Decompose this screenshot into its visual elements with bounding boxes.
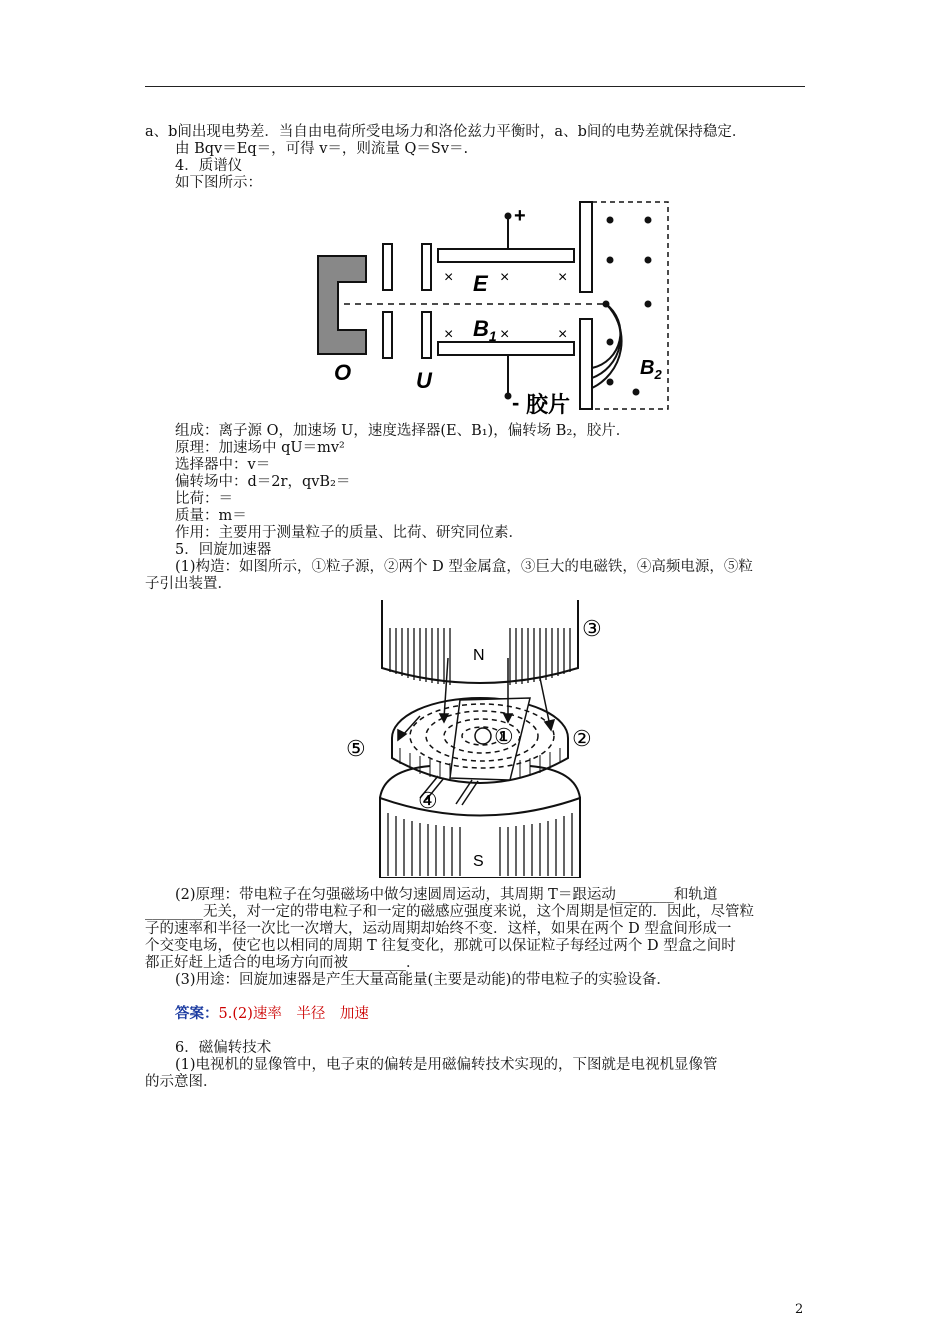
text-line: (1)电视机的显像管中，电子束的偏转是用磁偏转技术实现的，下图就是电视机显像管: [175, 1057, 718, 1073]
mass-spectrometer-figure: [300, 196, 680, 418]
page-number: 2: [795, 1302, 804, 1317]
text-line: 偏转场中：d＝2r，qvB₂＝: [175, 474, 351, 490]
text-line: 个交变电场，使它也以相同的周期 T 往复变化，那就可以保证粒子每经过两个 D 型盒之间时: [145, 938, 736, 954]
section-heading: 5．回旋加速器: [175, 542, 272, 558]
text-line: 由 Bqv＝Eq＝，可得 v＝，则流量 Q＝Sv＝.: [175, 141, 469, 157]
text-line: 子引出装置．: [145, 576, 232, 592]
text-line: 选择器中：v＝: [175, 457, 271, 473]
label-3: ③: [582, 616, 602, 641]
ion-source-shape: [318, 256, 366, 354]
text-line: 原理：加速场中 qU＝mv²: [175, 440, 345, 456]
text-line: 的示意图．: [145, 1074, 218, 1090]
header-rule: [145, 86, 805, 87]
cross-mark: ×: [558, 269, 568, 286]
b1-label: $B_1$: [473, 316, 497, 344]
text-line: 都正好赶上适合的电场方向而被________．: [145, 955, 421, 971]
minus-label: -: [512, 390, 520, 415]
text-line: 质量：m＝: [175, 508, 247, 524]
text-line: (3)用途：回旋加速器是产生大量高能量(主要是动能)的带电粒子的实验设备．: [175, 972, 671, 988]
text-line: 组成：离子源 O，加速场 U，速度选择器(E、B₁)，偏转场 B₂，胶片．: [175, 423, 631, 439]
o-label: O: [334, 360, 352, 385]
cyclotron-figure: [340, 598, 620, 878]
text-line: ________无关，对一定的带电粒子和一定的磁感应强度来说，这个周期是恒定的．因此，尽管粒: [145, 904, 754, 920]
answer-line: [175, 1005, 369, 1023]
label-2: ②: [572, 726, 592, 751]
u-label: U: [416, 368, 432, 393]
text-line: (2)原理：带电粒子在匀强磁场中做匀速圆周运动，其周期 T＝跟运动________和轨道: [175, 887, 718, 903]
text-line: a、b间出现电势差．当自由电荷所受电场力和洛伦兹力平衡时，a、b间的电势差就保持稳定．: [145, 124, 747, 140]
south-label: S: [473, 853, 484, 870]
text-line: 比荷：＝: [175, 491, 233, 507]
text-line: (1)构造：如图所示，①粒子源，②两个 D 型金属盒，③巨大的电磁铁，④高频电源，⑤粒: [175, 559, 753, 575]
label-4: ④: [418, 788, 438, 813]
answer-text: 5.(2)速率 半径 加速: [218, 1006, 369, 1022]
cross-mark: ×: [558, 326, 568, 343]
cross-mark: ×: [444, 326, 454, 343]
cross-mark: ×: [500, 269, 510, 286]
e-label: E: [473, 271, 488, 296]
text-line: 如下图所示：: [175, 175, 262, 191]
film-label: 胶片: [526, 393, 571, 418]
label-1: ①: [494, 724, 514, 749]
north-label: N: [473, 647, 485, 664]
text-line: 作用：主要用于测量粒子的质量、比荷、研究同位素．: [175, 525, 523, 541]
cross-mark: ×: [500, 326, 510, 343]
cross-mark: ×: [444, 269, 454, 286]
b2-label: $B_2$: [640, 357, 662, 382]
label-5: ⑤: [346, 736, 366, 761]
section-heading: 6．磁偏转技术: [175, 1040, 272, 1056]
section-heading: 4．质谱仪: [175, 158, 243, 174]
answer-label: 答案：: [175, 1005, 219, 1022]
plus-label: +: [514, 205, 526, 227]
text-line: 子的速率和半径一次比一次增大，运动周期却始终不变．这样，如果在两个 D 型盒间形成一: [145, 921, 732, 937]
